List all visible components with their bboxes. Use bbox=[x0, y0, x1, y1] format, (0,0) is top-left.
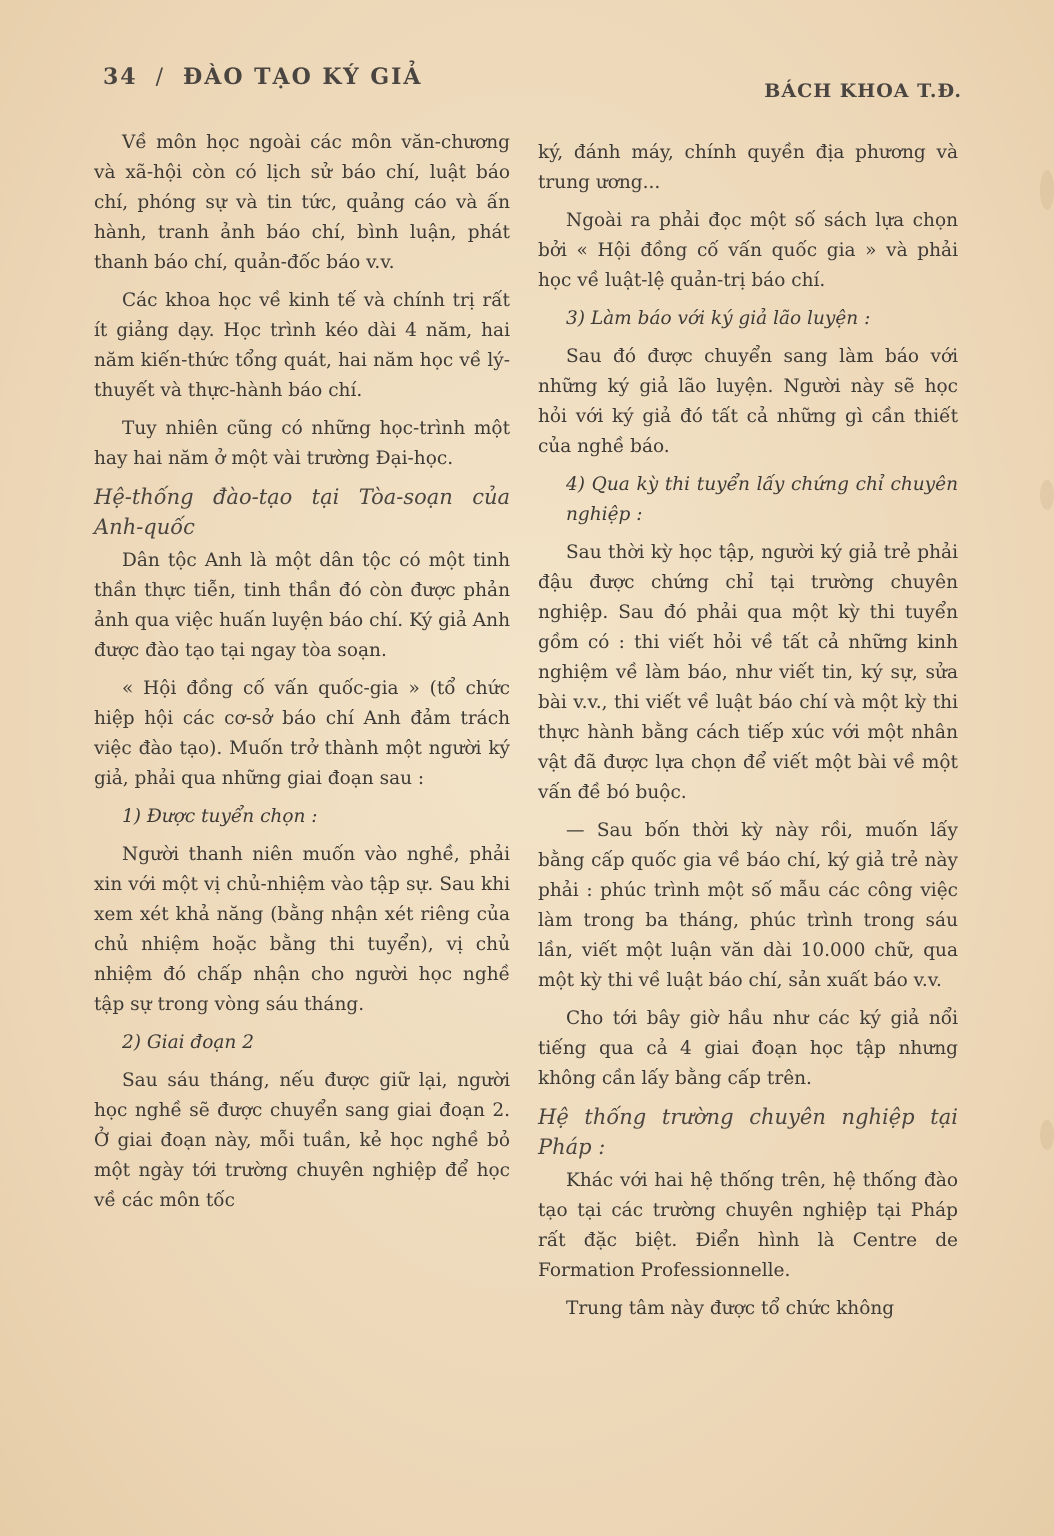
paragraph: Tuy nhiên cũng có những học-trình một hay hai năm ở một vài trường Đại-học. bbox=[94, 418, 510, 469]
paragraph: Trung tâm này được tổ chức không bbox=[566, 1298, 895, 1319]
paragraph: Cho tới bây giờ hầu như các ký giả nổi tiếng qua cả 4 giai đoạn học tập nhưng không cần lấy bằng cấp trên. bbox=[538, 1008, 958, 1089]
paragraph: « Hội đồng cố vấn quốc-gia » (tổ chức hiệp hội các cơ-sở báo chí Anh đảm trách việc đào tạo). Muốn trở thành một người ký giả, phải qua những giai đoạn sau : bbox=[94, 678, 510, 789]
paper-stain bbox=[1040, 480, 1054, 510]
paragraph: Sau sáu tháng, nếu được giữ lại, người học nghề sẽ được chuyển sang giai đoạn 2. Ở giai đoạn này, mỗi tuần, kẻ học nghề bỏ một ngày tới trường chuyên nghiệp để học về các môn tốc bbox=[94, 1070, 510, 1211]
paragraph: — Sau bốn thời kỳ này rồi, muốn lấy bằng cấp quốc gia về báo chí, ký giả trẻ này phải : phúc trình một số mẫu các công việc làm trong ba tháng, phúc trình trong sáu lần, viết một luận văn dài 10.000 chữ, qua một kỳ thi về luật báo chí, sản xuất báo v.v. bbox=[538, 820, 958, 991]
paper-stain bbox=[1040, 1120, 1054, 1150]
paragraph: Khác với hai hệ thống trên, hệ thống đào tạo tại các trường chuyên nghiệp tại Pháp rất đặc biệt. Điển hình là Centre de Formation Professionnelle. bbox=[538, 1170, 958, 1281]
paragraph: Người thanh niên muốn vào nghề, phải xin với một vị chủ-nhiệm vào tập sự. Sau khi xem xét khả năng (bằng nhận xét riêng của chủ nhiệm hoặc bằng thi tuyển), vị chủ nhiệm đó chấp nhận cho người học nghề tập sự trong vòng sáu tháng. bbox=[94, 844, 510, 1015]
section-heading: Hệ thống trường chuyên nghiệp tại Pháp : bbox=[538, 1105, 958, 1159]
paragraph: ký, đánh máy, chính quyền địa phương và trung ương... bbox=[538, 142, 958, 193]
paragraph: Sau thời kỳ học tập, người ký giả trẻ phải đậu được chứng chỉ tại trường chuyên nghiệp. Sau đó phải qua một kỳ thi tuyển gồm có : thi viết hỏi về tất cả những kinh nghiệm về làm báo, như viết tin, ký sự, sửa bài v.v., thi viết về luật báo chí và một kỳ thi thực hành bằng cách tiếp xúc với một nhân vật đã được lựa chọn để viết một bài về một vấn đề bó buộc. bbox=[538, 542, 958, 803]
publication-name: BÁCH KHOA T.Đ. bbox=[764, 80, 962, 102]
section-heading: Hệ-thống đào-tạo tại Tòa-soạn của Anh-quốc bbox=[94, 485, 510, 539]
paragraph: Các khoa học về kinh tế và chính trị rất ít giảng dạy. Học trình kéo dài 4 năm, hai năm kiến-thức tổng quát, hai năm học về lý-thuyết và thực-hành báo chí. bbox=[94, 290, 510, 401]
paragraph: Ngoài ra phải đọc một số sách lựa chọn bởi « Hội đồng cố vấn quốc gia » và phải học về luật-lệ quản-trị báo chí. bbox=[538, 210, 958, 291]
section-title: ĐÀO TẠO KÝ GIẢ bbox=[183, 64, 423, 90]
step-heading: 2) Giai đoạn 2 bbox=[122, 1032, 254, 1053]
paragraph: Sau đó được chuyển sang làm báo với những ký giả lão luyện. Người này sẽ học hỏi với ký giả đó tất cả những gì cần thiết của nghề báo. bbox=[538, 346, 958, 457]
paragraph: Về môn học ngoài các môn văn-chương và xã-hội còn có lịch sử báo chí, luật báo chí, phóng sự và tin tức, quảng cáo và ấn hành, tranh ảnh báo chí, bình luận, phát thanh báo chí, quản-đốc báo v.v. bbox=[94, 132, 510, 273]
step-heading: 1) Được tuyển chọn : bbox=[122, 806, 318, 827]
running-header bbox=[103, 64, 422, 90]
paragraph: Dân tộc Anh là một dân tộc có một tinh thần thực tiễn, tinh thần đó còn được phản ảnh qua việc huấn luyện báo chí. Ký giả Anh được đào tạo tại ngay tòa soạn. bbox=[94, 550, 510, 661]
step-heading: 4) Qua kỳ thi tuyển lấy chứng chỉ chuyên nghiệp : bbox=[566, 474, 958, 525]
right-column bbox=[538, 138, 958, 1332]
header-separator: / bbox=[155, 65, 166, 90]
step-heading: 3) Làm báo với ký giả lão luyện : bbox=[566, 308, 871, 329]
page-number: 34 bbox=[103, 64, 138, 90]
left-column bbox=[94, 128, 510, 1224]
paper-stain bbox=[1040, 170, 1054, 210]
